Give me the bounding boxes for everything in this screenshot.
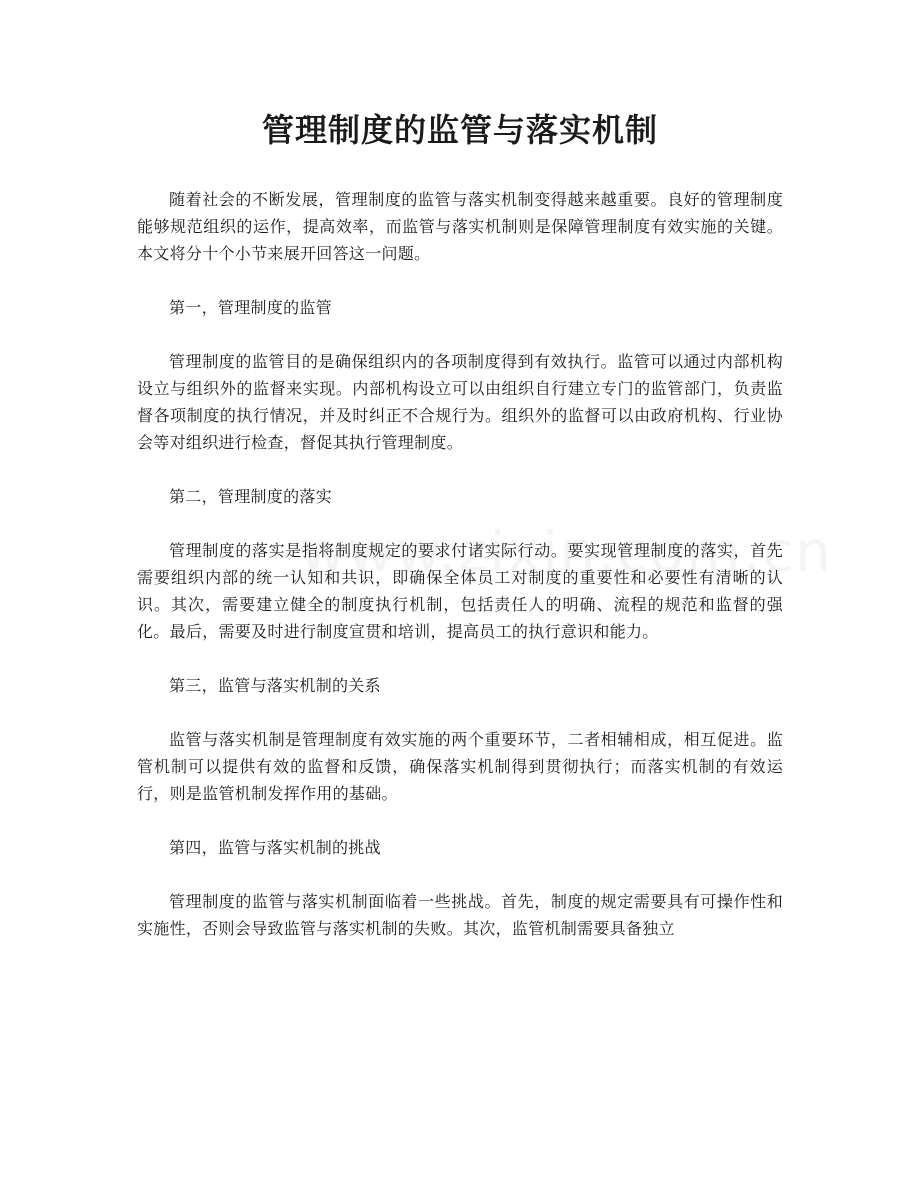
document-body — [137, 186, 783, 942]
section-heading-1: 第一，管理制度的监管 — [169, 298, 333, 317]
section-heading-4: 第四，监管与落实机制的挑战 — [169, 838, 381, 857]
document-title: 管理制度的监管与落实机制 — [261, 111, 658, 149]
section-heading-2: 第二，管理制度的落实 — [169, 487, 333, 506]
intro-paragraph: 随着社会的不断发展，管理制度的监管与落实机制变得越来越重要。良好的管理制度能够规范组织的运作，提高效率，而监管与落实机制则是保障管理制度有效实施的关键。本文将分十个小节来展开回答这一问题。 — [137, 190, 783, 263]
section-heading-3: 第三，监管与落实机制的关系 — [169, 676, 381, 695]
section-paragraph-1: 管理制度的监管目的是确保组织内的各项制度得到有效执行。监管可以通过内部机构设立与组织外的监督来实现。内部机构设立可以由组织自行建立专门的监管部门，负责监督各项制度的执行情况，并及时纠正不合规行为。组织外的监督可以由政府机构、行业协会等对组织进行检查，督促其执行管理制度。 — [137, 352, 783, 452]
section-paragraph-3: 监管与落实机制是管理制度有效实施的两个重要环节，二者相辅相成，相互促进。监管机制可以提供有效的监督和反馈，确保落实机制得到贯彻执行；而落实机制的有效运行，则是监管机制发挥作用的基础。 — [137, 730, 783, 803]
section-paragraph-4: 管理制度的监管与落实机制面临着一些挑战。首先，制度的规定需要具有可操作性和实施性，否则会导致监管与落实机制的失败。其次，监管机制需要具备独立 — [137, 892, 783, 938]
section-paragraph-2: 管理制度的落实是指将制度规定的要求付诸实际行动。要实现管理制度的落实，首先需要组织内部的统一认知和共识，即确保全体员工对制度的重要性和必要性有清晰的认识。其次，需要建立健全的制度执行机制，包括责任人的明确、流程的规范和监督的强化。最后，需要及时进行制度宣贯和培训，提高员工的执行意识和能力。 — [137, 541, 783, 641]
